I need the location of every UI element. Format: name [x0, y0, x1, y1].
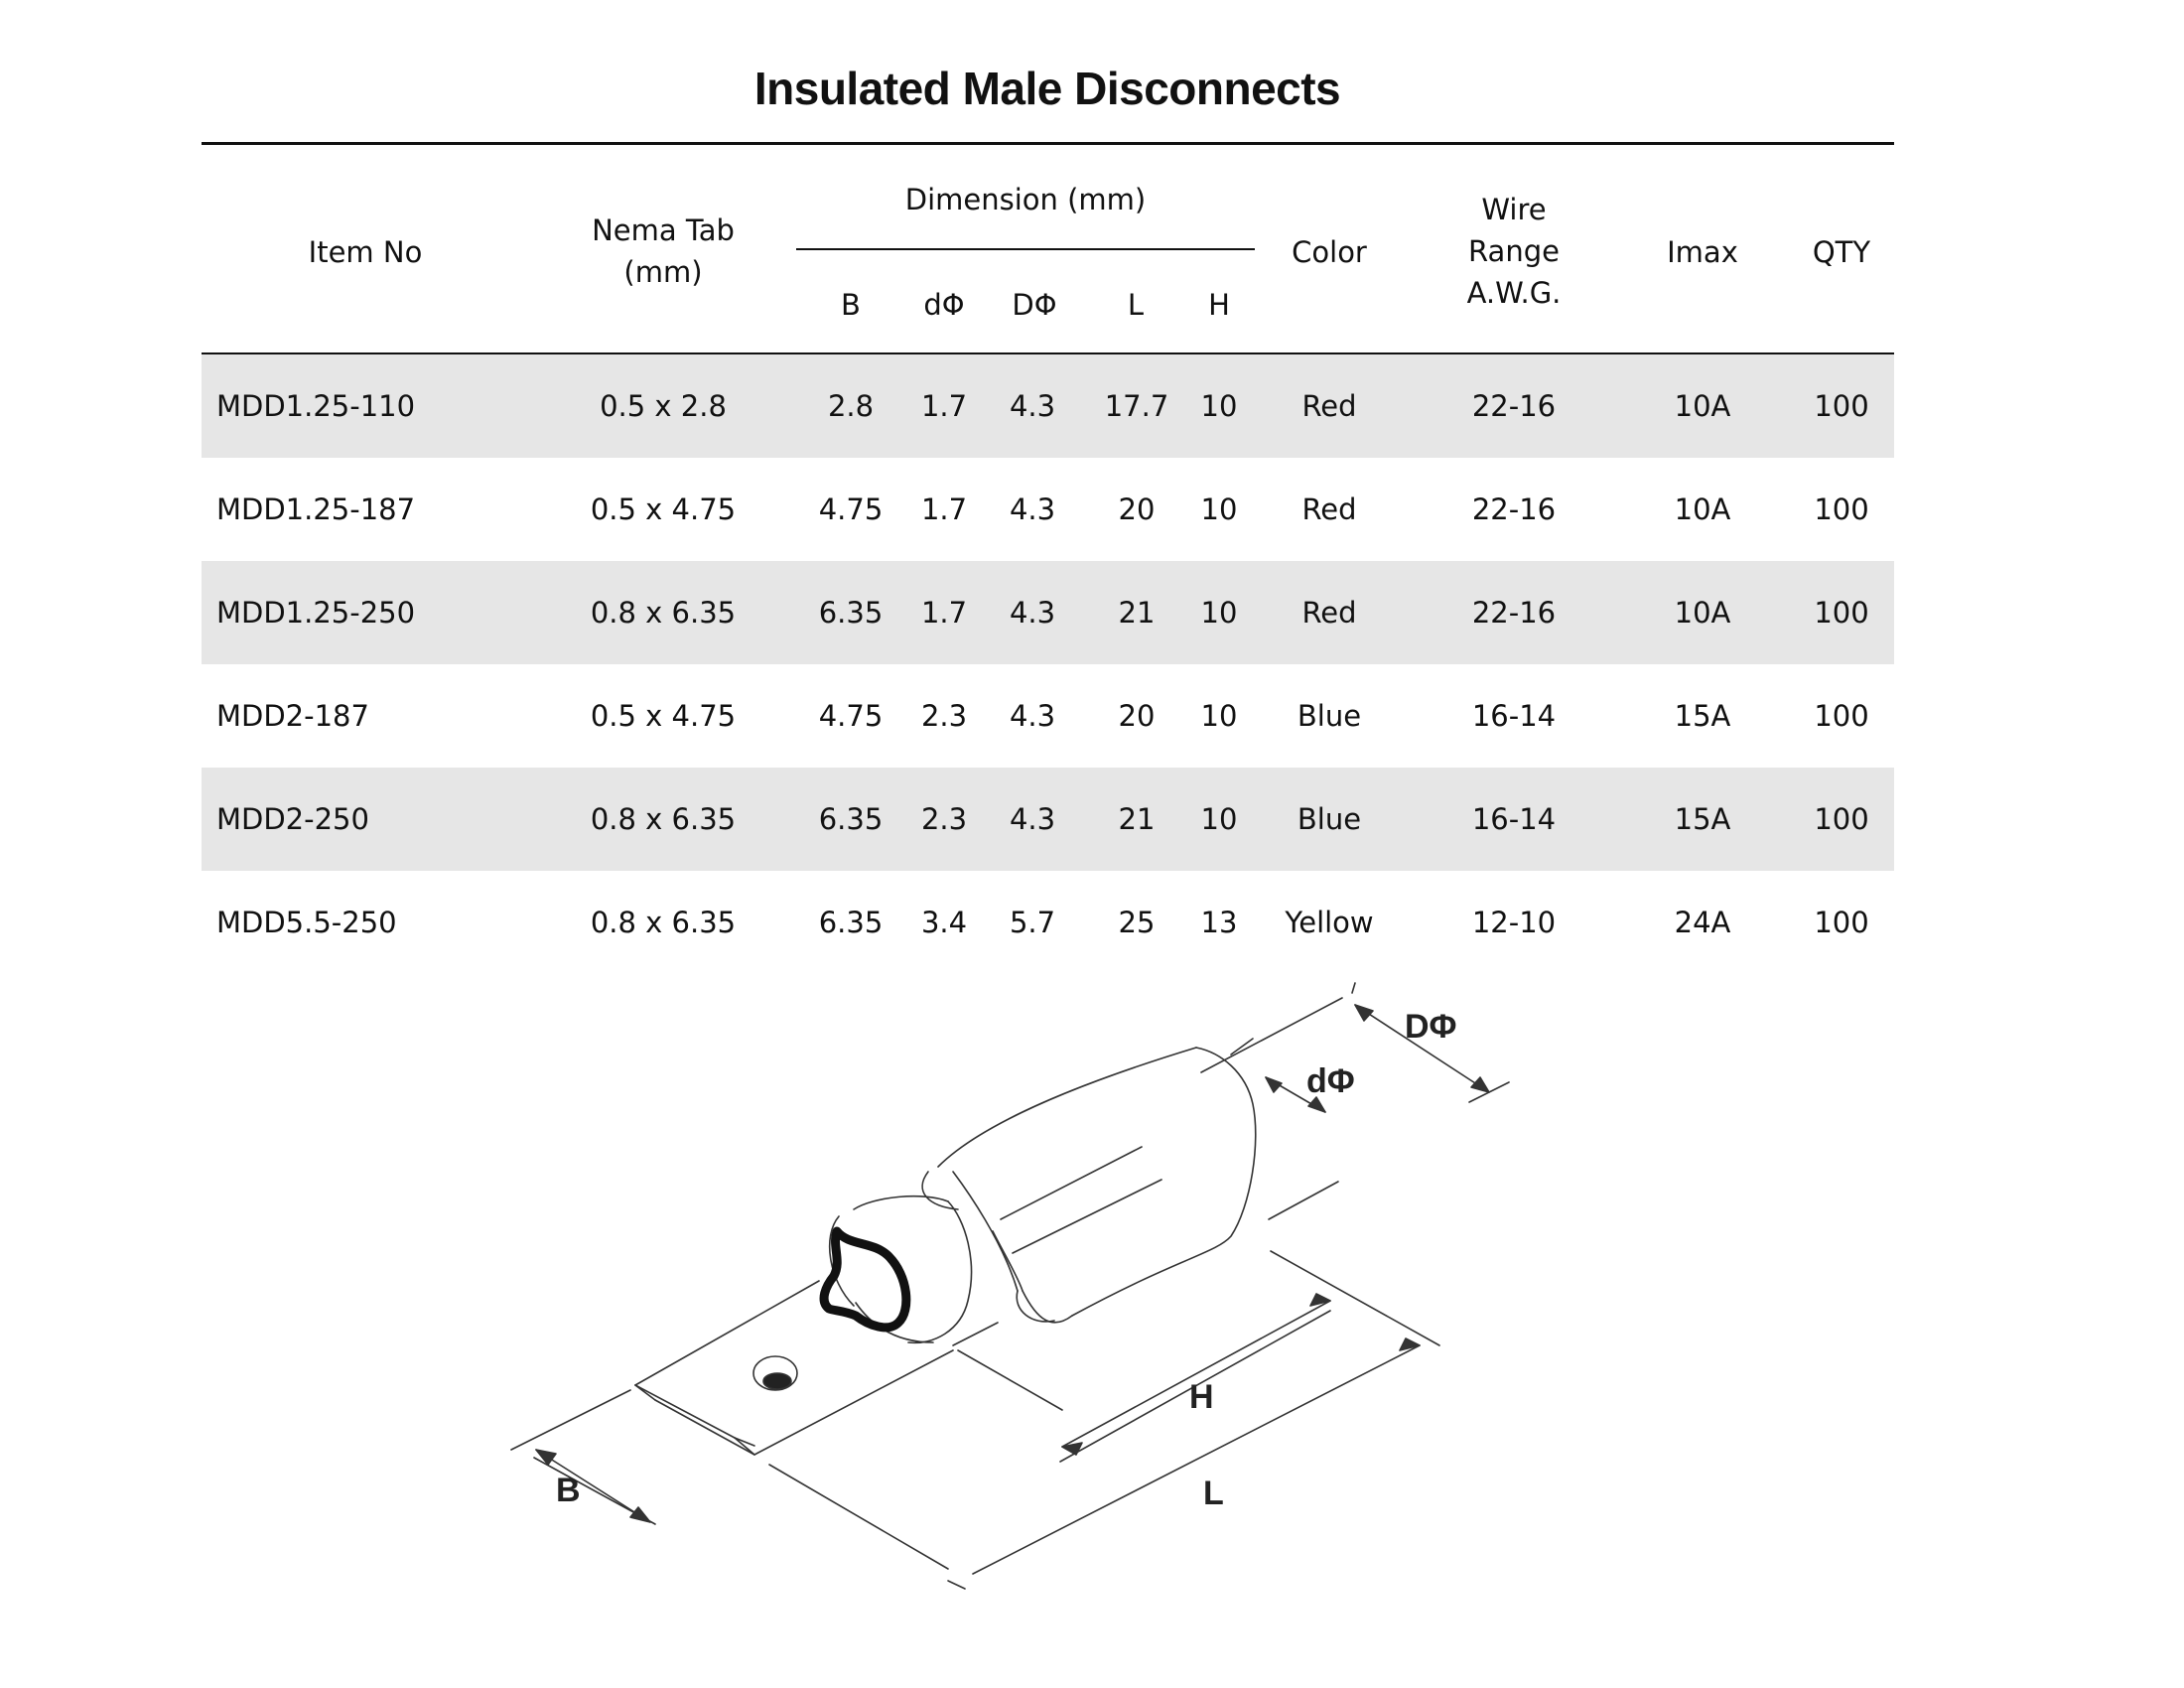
h-dimension-line: [958, 1251, 1439, 1462]
crimp-opening-drawing: [824, 1231, 906, 1328]
header-qty: QTY: [1812, 235, 1871, 269]
header-color: Color: [1292, 235, 1367, 269]
cell-item-no: MDD5.5-250: [216, 906, 397, 939]
label-l: L: [1203, 1475, 1224, 1512]
cell-wire-range: 16-14: [1471, 699, 1557, 733]
l-dimension-line: [769, 1338, 1420, 1589]
cell-nema-tab: 0.8 x 6.35: [590, 802, 737, 836]
header-wire-line1: Wire: [1481, 193, 1547, 226]
cell-color: Blue: [1297, 699, 1362, 733]
table-row: [202, 354, 1894, 458]
header-item-no: Item No: [308, 235, 423, 269]
cell-dim-h: 10: [1200, 596, 1238, 630]
table-row: [202, 871, 1894, 974]
header-wire-range: [1420, 189, 1608, 314]
cell-dim-d-small: 1.7: [920, 596, 968, 630]
cell-item-no: MDD2-187: [216, 699, 369, 733]
header-dimension: Dimension (mm): [904, 183, 1147, 216]
cell-dim-d-large: 4.3: [1009, 389, 1056, 423]
cell-qty: 100: [1814, 596, 1869, 630]
cell-dim-b: 4.75: [818, 699, 884, 733]
header-dim-h: H: [1208, 288, 1230, 322]
header-wire-line3: A.W.G.: [1466, 276, 1562, 310]
cell-dim-b: 6.35: [818, 906, 884, 939]
cell-nema-tab: 0.8 x 6.35: [590, 906, 737, 939]
cell-color: Red: [1301, 389, 1357, 423]
header-nema-tab-line1: Nema Tab: [592, 213, 735, 247]
cell-color: Blue: [1297, 802, 1362, 836]
cell-dim-b: 4.75: [818, 492, 884, 526]
cell-dim-h: 10: [1200, 802, 1238, 836]
dimension-underline: [796, 248, 1255, 250]
cell-dim-d-small: 2.3: [920, 699, 968, 733]
cell-imax: 10A: [1674, 389, 1731, 423]
header-nema-tab-line2: (mm): [623, 255, 703, 289]
cell-dim-d-large: 4.3: [1009, 492, 1056, 526]
cell-nema-tab: 0.5 x 4.75: [590, 492, 737, 526]
cell-wire-range: 12-10: [1471, 906, 1557, 939]
cell-dim-l: 20: [1118, 699, 1156, 733]
cell-dim-d-small: 1.7: [920, 389, 968, 423]
barrel-collar-drawing: [830, 1196, 998, 1345]
cell-wire-range: 22-16: [1471, 389, 1557, 423]
cell-nema-tab: 0.5 x 2.8: [600, 389, 727, 423]
cell-item-no: MDD1.25-250: [216, 596, 416, 630]
cell-wire-range: 16-14: [1471, 802, 1557, 836]
header-nema-tab: [564, 210, 762, 293]
cell-item-no: MDD2-250: [216, 802, 369, 836]
cell-dim-d-large: 4.3: [1009, 802, 1056, 836]
cell-color: Red: [1301, 596, 1357, 630]
cell-qty: 100: [1814, 699, 1869, 733]
top-rule: [202, 142, 1894, 145]
cell-item-no: MDD1.25-187: [216, 492, 416, 526]
header-imax: Imax: [1667, 235, 1738, 269]
cell-imax: 24A: [1674, 906, 1731, 939]
cell-nema-tab: 0.5 x 4.75: [590, 699, 737, 733]
terminal-dimension-diagram: [477, 968, 1529, 1618]
cell-wire-range: 22-16: [1471, 492, 1557, 526]
insulation-sleeve-drawing: [922, 1048, 1256, 1323]
cell-imax: 10A: [1674, 596, 1731, 630]
cell-color: Yellow: [1285, 906, 1374, 939]
cell-dim-h: 10: [1200, 492, 1238, 526]
header-wire-line2: Range: [1468, 234, 1560, 268]
cell-dim-b: 6.35: [818, 596, 884, 630]
cell-item-no: MDD1.25-110: [216, 389, 416, 423]
cell-dim-d-small: 1.7: [920, 492, 968, 526]
cell-imax: 15A: [1674, 699, 1731, 733]
cell-dim-h: 10: [1200, 389, 1238, 423]
header-dim-b: B: [841, 288, 861, 322]
cell-qty: 100: [1814, 389, 1869, 423]
cell-color: Red: [1301, 492, 1357, 526]
cell-dim-d-small: 3.4: [920, 906, 968, 939]
table-row: [202, 664, 1894, 768]
b-dimension-line: [511, 1390, 655, 1524]
cell-dim-h: 13: [1200, 906, 1238, 939]
cell-dim-d-large: 4.3: [1009, 596, 1056, 630]
header-dim-d-large: DΦ: [1012, 288, 1057, 322]
cell-dim-l: 20: [1118, 492, 1156, 526]
cell-imax: 15A: [1674, 802, 1731, 836]
cell-dim-d-large: 4.3: [1009, 699, 1056, 733]
page-title: Insulated Male Disconnects: [753, 63, 1341, 114]
cell-nema-tab: 0.8 x 6.35: [590, 596, 737, 630]
cell-qty: 100: [1814, 906, 1869, 939]
cell-dim-l: 25: [1118, 906, 1156, 939]
label-h: H: [1189, 1378, 1214, 1416]
cell-dim-l: 21: [1118, 596, 1156, 630]
cell-dim-l: 17.7: [1104, 389, 1169, 423]
cell-dim-b: 2.8: [827, 389, 875, 423]
label-d-small: dΦ: [1306, 1062, 1355, 1100]
cell-dim-d-large: 5.7: [1009, 906, 1056, 939]
cell-wire-range: 22-16: [1471, 596, 1557, 630]
cell-dim-b: 6.35: [818, 802, 884, 836]
cell-dim-h: 10: [1200, 699, 1238, 733]
label-d-large: DΦ: [1405, 1008, 1457, 1046]
cell-imax: 10A: [1674, 492, 1731, 526]
cell-qty: 100: [1814, 802, 1869, 836]
table-row: [202, 458, 1894, 561]
header-dim-d-small: dΦ: [923, 288, 965, 322]
table-row: [202, 561, 1894, 664]
cell-dim-l: 21: [1118, 802, 1156, 836]
table-row: [202, 768, 1894, 871]
label-b: B: [556, 1472, 581, 1509]
cell-qty: 100: [1814, 492, 1869, 526]
cell-dim-d-small: 2.3: [920, 802, 968, 836]
header-dim-l: L: [1127, 288, 1145, 322]
